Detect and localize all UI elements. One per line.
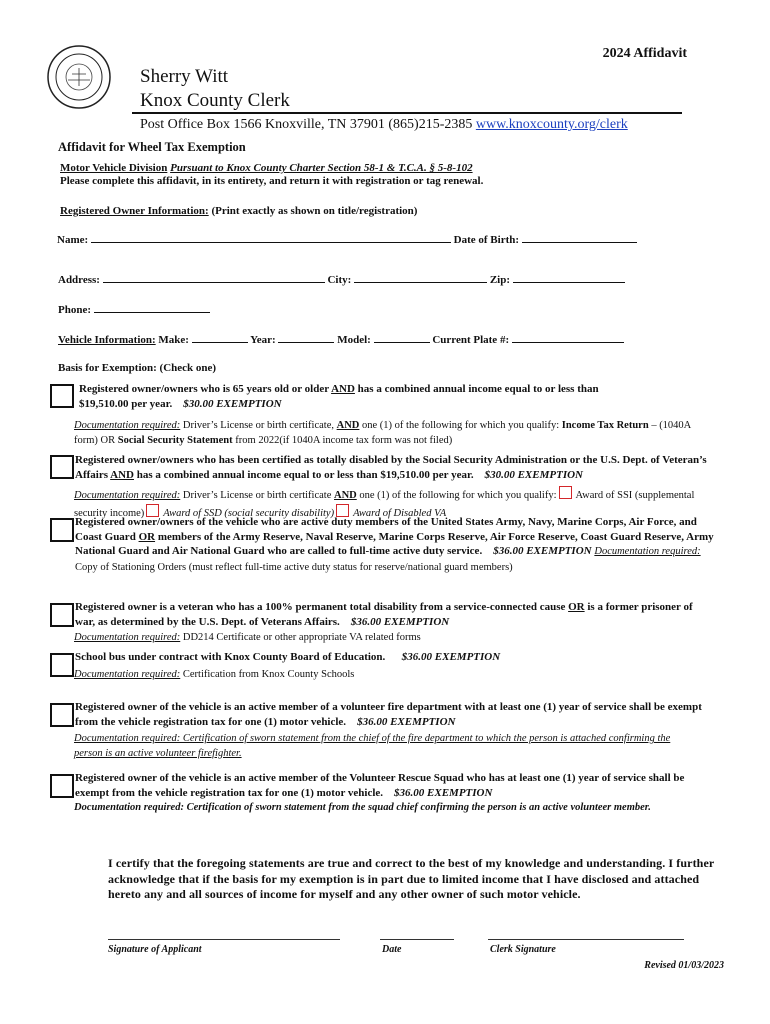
ssd-label: Award of SSD (social security disability)	[163, 507, 335, 519]
o1-text-b: has a combined annual income equal to or less than	[354, 383, 599, 395]
o1-text-c: $19,510.00 per year.	[79, 397, 173, 410]
o2-doc-a: Driver’s License or birth certificate	[180, 490, 334, 501]
option-65-older-doc	[74, 419, 714, 448]
model-field[interactable]	[374, 332, 430, 343]
pursuant-text: Pursuant to Knox County Charter Section 58-1 & T.C.A. § 5-8-102	[170, 162, 473, 174]
option-veteran-doc	[74, 632, 421, 643]
clerk-website-link[interactable]: www.knoxcounty.org/clerk	[475, 117, 628, 132]
o7-text-a: Registered owner of the vehicle is an active member of the Volunteer Rescue Squad who has at least one (1) year of service shall be exempt from the vehicle registration tax for one (1) motor vehicle.	[75, 772, 685, 799]
option-65-older-checkbox[interactable]	[50, 384, 74, 408]
o4-or: OR	[568, 601, 585, 613]
plate-field[interactable]	[512, 332, 624, 343]
o5-doc-req: Documentation required:	[74, 669, 181, 680]
o5-text-a: School bus under contract with Knox County Board of Education.	[75, 651, 386, 663]
ssi-checkbox[interactable]	[559, 486, 572, 499]
dob-field[interactable]	[522, 232, 637, 243]
phone-label: Phone:	[58, 304, 91, 316]
o1-doc-a: Driver’s License or birth certificate,	[180, 420, 337, 431]
o6-text-a: Registered owner of the vehicle is an active member of a volunteer fire department with at least one (1) year of service shall be exempt from the vehicle registration tax for one (1) motor vehicle.	[75, 701, 702, 728]
option-fire-dept-doc: Documentation required: Certification of sworn statement from the chief of the fire department to which the person is attached confirming the person is an active volunteer firefighter.	[74, 733, 671, 759]
o4-fee: $36.00 EXEMPTION	[350, 615, 450, 628]
clerk-signature-line[interactable]	[488, 939, 684, 940]
applicant-signature-line[interactable]	[108, 939, 340, 940]
owner-info-note: (Print exactly as shown on title/registration)	[211, 205, 418, 217]
o1-doc-req: Documentation required:	[74, 420, 181, 431]
vehicle-info-label: Vehicle Information:	[58, 334, 156, 346]
o1-doc-tax: Income Tax Return	[561, 420, 649, 431]
ssi-label: Award of SSI (supplemental security income)	[74, 490, 695, 519]
clerk-address: Post Office Box 1566 Knoxville, TN 37901 (865)215-2385	[140, 117, 473, 132]
o2-text-b: has a combined annual income equal to or less than $19,510.00 per year.	[133, 468, 474, 481]
clerk-office: Knox County Clerk	[140, 90, 290, 111]
option-veteran-checkbox[interactable]	[50, 603, 74, 627]
dva-label: Award of Disabled VA	[353, 507, 447, 519]
o3-fee: $36.00 EXEMPTION	[493, 545, 592, 557]
phone-row	[58, 302, 210, 316]
division-label: Motor Vehicle Division	[60, 162, 168, 174]
plate-label: Current Plate #:	[432, 334, 510, 346]
o4-doc: DD214 Certificate or other appropriate VA related forms	[180, 632, 421, 643]
option-65-older-text	[79, 382, 719, 411]
city-field[interactable]	[354, 272, 487, 283]
option-rescue-squad-doc: Documentation required: Certification of sworn statement from the squad chief confirming the person is an active volunteer member.	[74, 802, 651, 813]
o1-doc-and: AND	[336, 420, 360, 431]
owner-info-label: Registered Owner Information:	[60, 205, 209, 217]
o3-text-a: Registered owner/owners of the vehicle who are active duty members of the United States Army, Navy, Marine Corps, Air Force, and Coast Guard	[75, 516, 697, 543]
make-label: Make:	[158, 334, 189, 346]
address-field[interactable]	[103, 272, 325, 283]
name-row	[57, 232, 637, 246]
o2-and: AND	[110, 468, 134, 481]
o3-text-b: members of the Army Reserve, Naval Reserve, Marine Corps Reserve, Air Force Reserve, Coast Guard Reserve, Army National Guard and Air National Guard who are called to full-time active duty service.	[75, 530, 714, 557]
date-label: Date	[382, 944, 402, 955]
revised-date: Revised 01/03/2023	[644, 960, 724, 971]
zip-label: Zip:	[489, 274, 510, 286]
o1-doc-b: one (1) of the following for which you qualify:	[359, 420, 562, 431]
dob-label: Date of Birth:	[453, 234, 520, 246]
clerk-contact	[140, 117, 628, 133]
o5-fee: $36.00 EXEMPTION	[401, 651, 501, 663]
o4-doc-req: Documentation required:	[74, 632, 181, 643]
form-title: Affidavit for Wheel Tax Exemption	[58, 140, 246, 154]
name-label: Name:	[57, 234, 89, 246]
phone-field[interactable]	[94, 302, 210, 313]
instructions: Please complete this affidavit, in its entirety, and return it with registration or tag renewal.	[60, 175, 484, 187]
owner-info-heading	[60, 205, 417, 217]
option-school-bus-doc	[74, 669, 354, 680]
option-school-bus-checkbox[interactable]	[50, 653, 74, 677]
header-divider	[132, 112, 682, 114]
make-field[interactable]	[192, 332, 248, 343]
o1-doc-ss: Social Security Statement	[117, 434, 233, 446]
certification-statement: I certify that the foregoing statements are true and correct to the best of my knowledge and understanding. I further acknowledge that if the basis for my exemption is in part due to limited income that I have disclosed and attached hereto any and all sources of income for myself and any other owner of such motor vehicle.	[108, 856, 715, 901]
address-row	[58, 272, 625, 286]
year-label: Year:	[250, 334, 276, 346]
option-rescue-squad-text	[75, 771, 720, 800]
o2-text-a: Registered owner/owners who has been certified as totally disabled by the Social Security Administration or the U.S. Dept. of Veteran’s Affairs	[75, 454, 707, 481]
city-label: City:	[327, 274, 352, 286]
o2-doc-b: one (1) of the following for which you qualify:	[356, 490, 557, 501]
o2-doc-req: Documentation required:	[74, 490, 181, 501]
year-field[interactable]	[278, 332, 334, 343]
vehicle-row	[58, 332, 624, 346]
clerk-name: Sherry Witt	[140, 66, 229, 87]
affidavit-year-title: 2024 Affidavit	[602, 46, 687, 61]
o1-doc-d: from 2022(if 1040A income tax form was not filed)	[232, 434, 453, 446]
o3-or: OR	[138, 530, 156, 543]
option-disabled-text	[75, 453, 720, 482]
o4-text-a: Registered owner is a veteran who has a 100% permanent total disability from a service-connected cause	[75, 601, 569, 613]
o2-doc-and: AND	[334, 490, 357, 501]
o2-fee: $30.00 EXEMPTION	[484, 468, 583, 481]
date-line[interactable]	[380, 939, 454, 940]
o4-text-b: is a former prisoner of war, as determined by the U.S. Dept. of Veterans Affairs.	[75, 601, 693, 628]
o1-fee: $30.00 EXEMPTION	[183, 397, 282, 410]
county-seal-logo	[46, 44, 112, 110]
o7-fee: $36.00 EXEMPTION	[394, 786, 493, 799]
name-field[interactable]	[91, 232, 451, 243]
o6-fee: $36.00 EXEMPTION	[357, 715, 456, 728]
option-rescue-squad-checkbox[interactable]	[50, 774, 74, 798]
o1-text-a: Registered owner/owners who is 65 years old or older	[79, 383, 332, 395]
option-fire-dept-checkbox[interactable]	[50, 703, 74, 727]
option-fire-dept-text	[75, 700, 720, 729]
o5-doc: Certification from Knox County Schools	[180, 669, 355, 680]
option-veteran-text	[75, 600, 715, 629]
division-line	[60, 162, 473, 174]
o3-doc-req: Documentation required:	[594, 546, 701, 557]
o1-and: AND	[331, 383, 355, 395]
basis-heading: Basis for Exemption: (Check one)	[58, 362, 217, 374]
clerk-signature-label: Clerk Signature	[490, 944, 556, 955]
applicant-signature-label: Signature of Applicant	[108, 944, 202, 955]
option-active-duty-text	[75, 515, 720, 575]
option-active-duty-checkbox[interactable]	[50, 518, 74, 542]
model-label: Model:	[337, 334, 371, 346]
o3-doc: Copy of Stationing Orders (must reflect full-time active duty status for reserve/national guard members)	[75, 561, 513, 573]
option-school-bus-text	[75, 651, 500, 663]
address-label: Address:	[58, 274, 100, 286]
zip-field[interactable]	[513, 272, 625, 283]
option-disabled-checkbox[interactable]	[50, 455, 74, 479]
o1-doc-c: – (1040A form) OR	[74, 420, 691, 446]
